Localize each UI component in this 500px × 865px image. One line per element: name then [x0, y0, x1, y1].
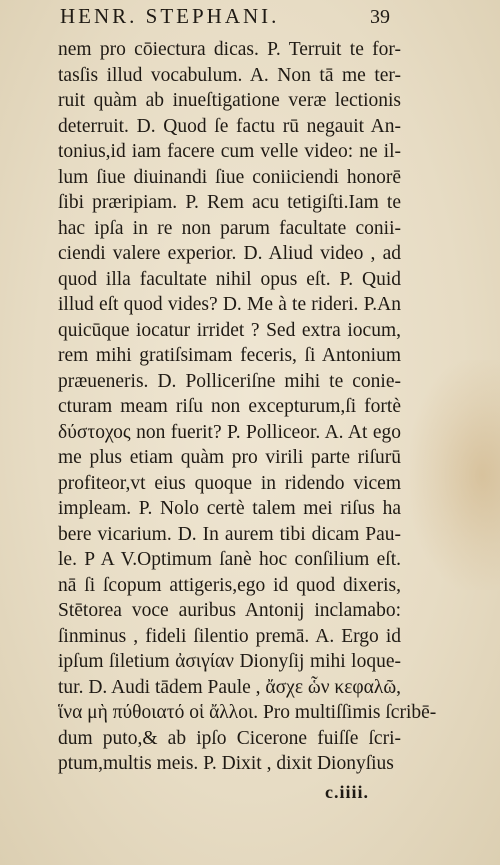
text-line: cturam meam riſu non excepturum,ſi fortè — [58, 396, 401, 417]
text-block — [58, 37, 437, 777]
text-line: profiteor,vt eius quoque in ridendo vicem — [58, 472, 401, 494]
paper-stain — [410, 360, 500, 590]
text-line: bere vicarium. D. In aurem tibi dicam Pau- — [58, 523, 401, 545]
text-line: ptum,multis meis. P. Dixit , dixit Dionyſius — [58, 753, 394, 774]
text-line: quod illa facultate nihil opus eſt. P. Quid — [58, 268, 401, 290]
text-line: ſinminus , fideli ſilentio premā. A. Ergo id — [58, 625, 401, 647]
text-line: deterruit. D. Quod ſe factu rū negauit An- — [58, 115, 401, 137]
text-line: le. P A V.Optimum ſanè hoc conſilium eſt. — [58, 549, 401, 570]
running-head — [60, 4, 390, 29]
text-line: ſibi præripiam. P. Rem acu tetigiſti.Iam te — [58, 192, 401, 213]
text-line: ἵνα μὴ πύθοιατό οἱ ἄλλοι. Pro multiſſimis ſcribē- — [58, 702, 437, 723]
text-line: tonius,id iam facere cum velle video: ne il- — [58, 141, 401, 162]
text-line: nem pro cōiectura dicas. P. Terruit te for- — [58, 39, 401, 60]
running-title: HENR. STEPHANI. — [60, 4, 280, 28]
text-line: hac ipſa in re non parum facultate conii- — [58, 217, 401, 239]
text-line: tasſis illud vocabulum. A. Non tā me ter- — [58, 64, 401, 86]
text-line: quicūque iocatur irridet ? Sed extra iocum, — [58, 319, 401, 341]
text-line: tur. D. Audi tādem Paule , ἄσχε ὧν κεφαλῶ, — [58, 676, 402, 698]
text-line: nā ſi ſcopum attigeris,ego id quod dixeris, — [58, 574, 401, 596]
signature-mark: c.iiii. — [325, 782, 369, 802]
text-line: impleam. P. Nolo certè talem mei riſus ha — [58, 498, 401, 519]
text-line: illud eſt quod vides? D. Me à te rideri. P.An — [58, 294, 401, 315]
text-line: δύστοχος non fuerit? P. Polliceor. A. At ego — [58, 421, 401, 443]
text-line: ipſum ſiletium ἀσιγίαν Dionyſij mihi loque- — [58, 651, 401, 672]
text-line: me plus etiam quàm pro virili parte riſurū — [58, 447, 401, 468]
text-line: ciendi valere experior. D. Aliud video , ad — [58, 243, 401, 264]
text-line: præueneris. D. Polliceriſne mihi te conie- — [58, 370, 401, 392]
page-number: 39 — [370, 6, 390, 28]
text-line: lum ſiue diuinandi ſiue coniiciendi honorē — [58, 166, 401, 188]
text-line: rem mihi gratiſsimam feceris, ſi Antonium — [58, 345, 401, 366]
text-line: dum puto,& ab ipſo Cicerone fuiſſe ſcri- — [58, 727, 401, 749]
text-line: ruit quàm ab inueſtigatione veræ lectionis — [58, 90, 401, 111]
text-line: Stētorea voce auribus Antonij inclamabo: — [58, 600, 401, 621]
